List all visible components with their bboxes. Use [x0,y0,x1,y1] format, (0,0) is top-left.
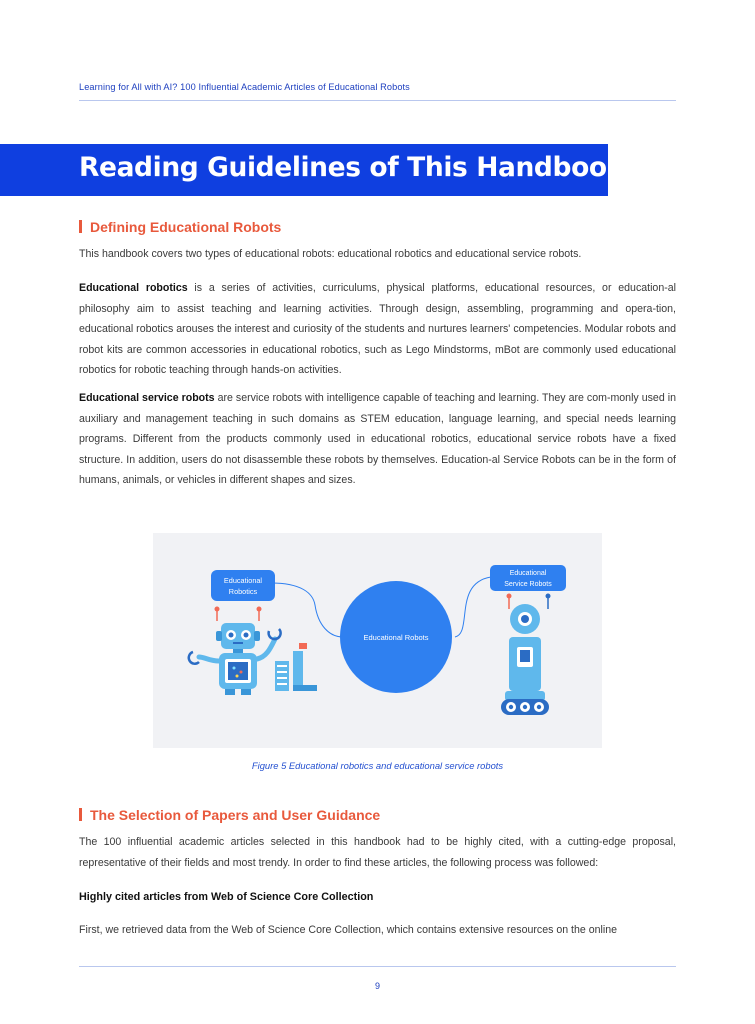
robot-kit-icon [189,607,317,696]
page-number: 9 [374,981,380,991]
connector-left [271,583,343,637]
service-robot-icon [501,594,551,716]
left-label-line2: Robotics [228,587,258,596]
heading-accent-bar [79,808,82,821]
section-heading-text: The Selection of Papers and User Guidance [90,807,381,823]
footer-divider [79,966,676,967]
running-header: Learning for All with AI? 100 Influential Academic Articles of Educational Robots [79,82,410,92]
heading-accent-bar [79,220,82,233]
paragraph-text: are service robots with intelligence capable of teaching and learning. They are com-monly used in auxiliary and management teaching in such domains as STEM education, language learning, and special needs learning programs. Different from the products commonly used in educational robotics, educational service robots have a fixed structure. In addition, users do not disassemble these robots by themselves. Education-al Service Robots can be in the form of humans, animals, or vehicles in different shapes and sizes. [79,392,676,487]
right-label-line1: Educational [509,570,547,577]
paragraph-intro: This handbook covers two types of educational robots: educational robotics and educational service robots. [79,248,582,260]
paragraph-web-of-science: First, we retrieved data from the Web of Science Core Collection, which contains extensive resources on the online [79,924,617,936]
term-educational-service-robots: Educational service robots [79,392,215,404]
page-title: Reading Guidelines of This Handbook [79,152,624,183]
term-educational-robotics: Educational robotics [79,282,188,294]
left-label-line1: Educational [223,576,263,585]
paragraph-educational-robotics [79,278,676,381]
left-label-box [211,570,275,601]
paragraph-educational-service-robots [79,388,676,491]
paragraph-selection-intro: The 100 influential academic articles selected in this handbook had to be highly cited, with a cutting-edge proposal, representative of their fields and most trendy. In order to find these articles, the following process was followed: [79,836,676,869]
section-heading-selection [79,807,380,823]
subheading-highly-cited: Highly cited articles from Web of Science Core Collection [79,891,374,903]
header-divider [79,100,676,101]
section-heading-text: Defining Educational Robots [90,219,282,235]
figure-caption: Figure 5 Educational robotics and educational service robots [251,760,504,771]
connector-right [455,577,491,637]
center-label: Educational Robots [363,633,429,642]
paragraph-text: is a series of activities, curriculums, physical platforms, educational resources, or education-al philosophy aim to assist teaching and learning activities. Through design, assembling, programming and opera-tion, educational robotics arouses the interest and curiosity of the students and nurtures learners' competencies. Modular robots and robot kits are common accessories in educational robotics, such as Lego Mindstorms, mBot are commonly used educational robotics for robotic teaching through hands-on activities. [79,282,676,377]
title-banner [0,144,624,196]
section-heading-defining [79,219,281,235]
figure-illustration [153,533,602,748]
figure-educational-robots [153,533,602,748]
right-label-line2: Service Robots [504,581,552,588]
